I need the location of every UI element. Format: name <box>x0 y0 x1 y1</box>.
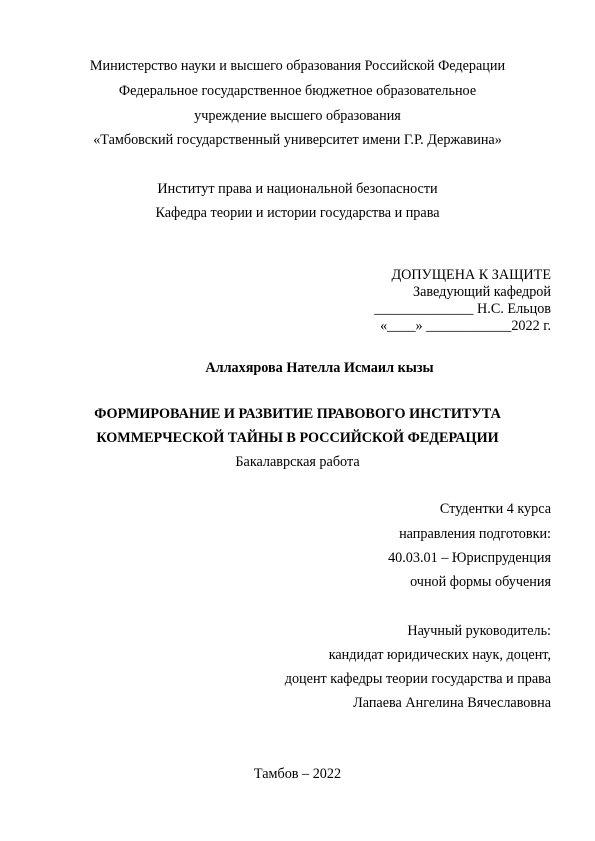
supervisor-label: Научный руководитель: <box>407 623 551 639</box>
approval-date: «____» ____________2022 г. <box>380 318 551 334</box>
supervisor-position: доцент кафедры теории государства и права <box>284 671 551 687</box>
university-type-line: Федеральное государственное бюджетное образовательное <box>118 83 477 99</box>
student-direction: 40.03.01 – Юриспруденция <box>388 550 551 566</box>
city-year: Тамбов – 2022 <box>253 766 342 782</box>
author-name: Аллахярова Нателла Исмаил кызы <box>205 360 434 376</box>
department-name: Кафедра теории и истории государства и права <box>155 205 440 221</box>
approval-title: ДОПУЩЕНА К ЗАЩИТЕ <box>391 267 551 283</box>
ministry-line: Министерство науки и высшего образования Российской Федерации <box>89 58 506 74</box>
student-course: Студентки 4 курса <box>439 501 551 517</box>
institution-type-line: учреждение высшего образования <box>194 108 401 124</box>
university-name: «Тамбовский государственный университет имени Г.Р. Державина» <box>93 132 502 148</box>
student-study-form: очной формы обучения <box>410 574 551 590</box>
supervisor-degree: кандидат юридических наук, доцент, <box>328 647 551 663</box>
work-type: Бакалаврская работа <box>235 454 360 470</box>
supervisor-name: Лапаева Ангелина Вячеславовна <box>353 695 551 711</box>
approval-role: Заведующий кафедрой <box>413 284 551 300</box>
institute-name: Институт права и национальной безопасности <box>157 181 438 197</box>
approval-signature: ______________ Н.С. Ельцов <box>374 301 551 317</box>
work-title-line1: ФОРМИРОВАНИЕ И РАЗВИТИЕ ПРАВОВОГО ИНСТИТУТА <box>94 406 501 422</box>
student-direction-label: направления подготовки: <box>399 526 551 542</box>
work-title-line2: КОММЕРЧЕСКОЙ ТАЙНЫ В РОССИЙСКОЙ ФЕДЕРАЦИИ <box>96 430 499 446</box>
